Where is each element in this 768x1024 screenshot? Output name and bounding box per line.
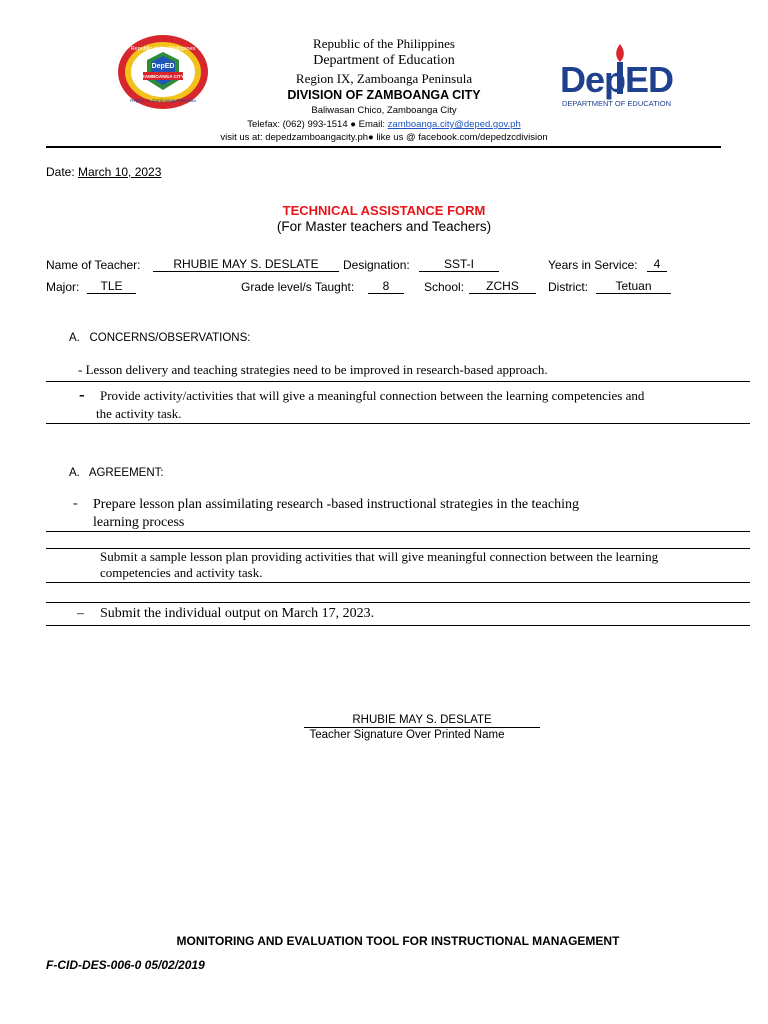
form-subtitle: (For Master teachers and Teachers): [276, 219, 492, 234]
seal-center-top: DepED: [151, 63, 175, 70]
concern-item-1: - Lesson delivery and teaching strategies need to be improved in research-based approach.: [78, 362, 548, 377]
agreement-line-5: [46, 625, 750, 626]
district-value: Tetuan: [596, 280, 671, 294]
seal-icon: [117, 34, 209, 110]
school-value: ZCHS: [469, 280, 536, 294]
agreement-item-2-line-1: Submit a sample lesson plan providing activities that will give meaningful connection between the learning: [100, 549, 659, 564]
seal-ring-top: Republic of the Philippines: [130, 46, 196, 52]
form-title: TECHNICAL ASSISTANCE FORM: [282, 203, 486, 218]
deped-torch-icon: [558, 40, 682, 110]
agreement-line-3: [46, 582, 750, 583]
school-label: School:: [424, 280, 465, 294]
footer-code: F-CID-DES-006-0 05/02/2019: [46, 958, 205, 972]
major-value: TLE: [87, 280, 136, 294]
agreement-item-3: Submit the individual output on March 17, 2023.: [100, 606, 375, 621]
header-line-division: DIVISION OF ZAMBOANGA CITY: [287, 88, 481, 102]
agreement-line-1: [46, 531, 750, 532]
header-rule: [46, 146, 721, 148]
header-line-republic: Republic of the Philippines: [313, 36, 455, 51]
header-line-department: Department of Education: [313, 53, 455, 68]
deped-logo: [558, 40, 682, 110]
concern-item-2-dash: -: [79, 385, 85, 404]
header-line-contact: [180, 119, 588, 130]
district-label: District:: [548, 280, 588, 294]
name-value: RHUBIE MAY S. DESLATE: [153, 258, 339, 272]
designation-label: Designation:: [343, 258, 410, 272]
date-value: March 10, 2023: [78, 165, 162, 179]
signature-name: RHUBIE MAY S. DESLATE: [304, 714, 540, 728]
major-label: Major:: [46, 280, 80, 294]
grade-value: 8: [368, 280, 404, 294]
designation-value: SST-I: [419, 258, 499, 272]
header-line-address: Baliwasan Chico, Zamboanga City: [311, 105, 457, 116]
concern-line-1: [46, 381, 750, 382]
agreement-item-1-line-2: learning process: [93, 515, 185, 530]
header-telefax: Telefax: (062) 993-1514 ● Email:: [247, 119, 388, 130]
years-value: 4: [647, 258, 667, 272]
years-label: Years in Service:: [548, 258, 638, 272]
concern-line-2: [46, 423, 750, 424]
header-line-region: Region IX, Zamboanga Peninsula: [295, 71, 473, 86]
seal-ring-bottom: Region IX, Zamboanga Peninsula: [130, 98, 196, 103]
header-email-link[interactable]: zamboanga.city@deped.gov.ph: [387, 119, 521, 130]
deped-subtitle: DEPARTMENT OF EDUCATION: [562, 99, 672, 108]
concern-item-2-line-2: the activity task.: [96, 406, 182, 421]
grade-label: Grade level/s Taught:: [241, 280, 355, 294]
header-line-visit: visit us at: depedzamboangacity.ph● like us @ facebook.com/depedzcdivision: [220, 132, 548, 143]
agreement-item-2-line-2: competencies and activity task.: [100, 565, 263, 580]
division-seal: [117, 34, 209, 110]
deped-wordmark: DepED: [560, 59, 674, 100]
agreement-item-1-line-1: Prepare lesson plan assimilating research -based instructional strategies in the teaching: [93, 497, 579, 512]
seal-center-banner: ZAMBOANGA CITY: [142, 74, 184, 79]
date-row: [46, 165, 161, 179]
signature-caption: Teacher Signature Over Printed Name: [309, 729, 505, 741]
footer-title: MONITORING AND EVALUATION TOOL FOR INSTRUCTIONAL MANAGEMENT: [176, 934, 620, 948]
agreement-line-4: [46, 602, 750, 603]
agreement-item-1-dash: -: [73, 496, 78, 511]
agreement-heading: A. AGREEMENT:: [69, 467, 164, 479]
concern-item-2-line-1: Provide activity/activities that will give a meaningful connection between the learning competencies and: [100, 388, 645, 403]
agreement-item-3-dash: –: [77, 606, 84, 621]
date-label: Date:: [46, 165, 79, 179]
concerns-heading: A. CONCERNS/OBSERVATIONS:: [69, 332, 251, 344]
name-label: Name of Teacher:: [46, 258, 141, 272]
